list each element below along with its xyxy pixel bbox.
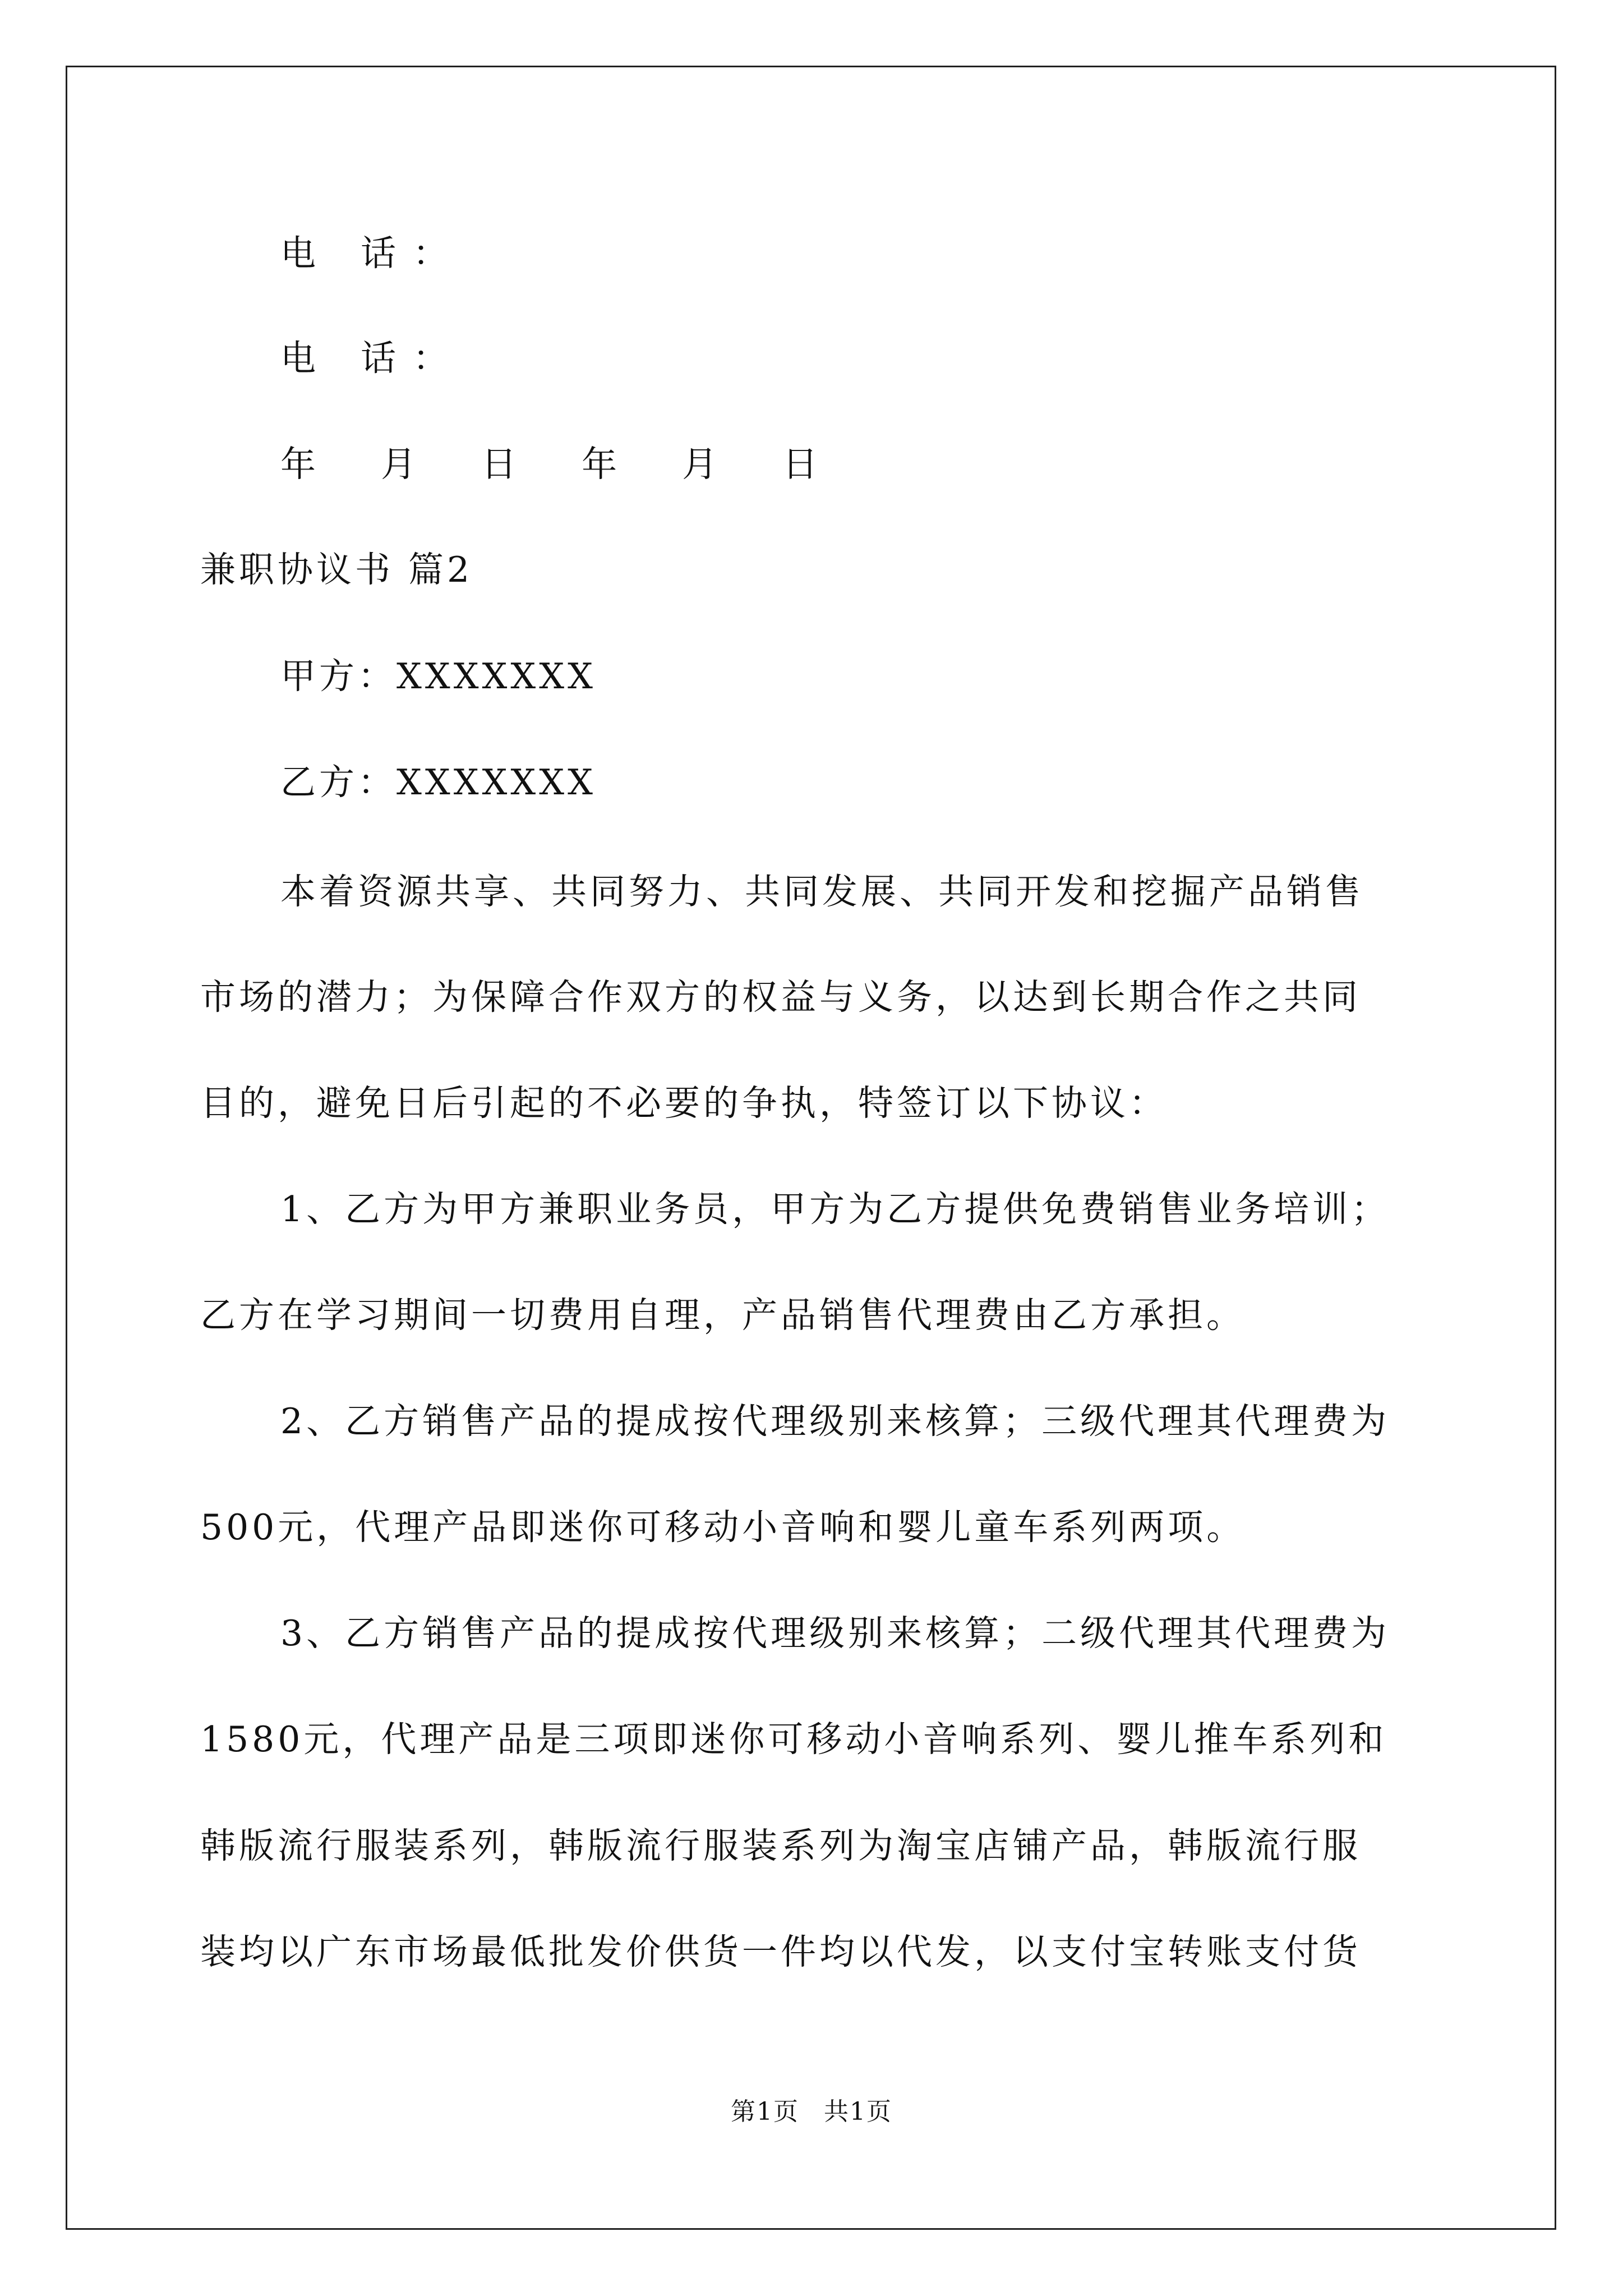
paragraph-line: 1、乙方为甲方兼职业务员，甲方为乙方提供免费销售业务培训； [280,1189,1390,1230]
paragraph-line: 装均以广东市场最低批发价供货一件均以代发，以支付宝转账支付货 [200,1931,1361,1972]
page-total: 共1页 [824,2097,892,2126]
paragraph-line: 2、乙方销售产品的提成按代理级别来核算；三级代理其代理费为 [280,1401,1390,1442]
page-border [66,66,1556,2230]
party-a-line: 甲方：XXXXXXX [280,656,596,697]
date-line: 年 月 日 年 月 日 [280,444,845,485]
paragraph-line: 韩版流行服装系列，韩版流行服装系列为淘宝店铺产品，韩版流行服 [200,1825,1361,1866]
party-b-line: 乙方：XXXXXXX [280,762,596,803]
paragraph-line: 目的，避免日后引起的不必要的争执，特签订以下协议： [200,1083,1168,1124]
paragraph-line: 本着资源共享、共同努力、共同发展、共同开发和挖掘产品销售 [280,871,1364,912]
phone-label-2: 电 话： [280,338,465,379]
section-title: 兼职协议书 篇2 [200,549,473,590]
page-footer [0,2095,1623,2129]
paragraph-line: 乙方在学习期间一切费用自理，产品销售代理费由乙方承担。 [200,1295,1245,1336]
page-number: 第1页 [731,2097,799,2126]
paragraph-line: 500元，代理产品即迷你可移动小音响和婴儿童车系列两项。 [200,1507,1246,1548]
phone-label-1: 电 话： [280,233,465,274]
paragraph-line: 1580元，代理产品是三项即迷你可移动小音响系列、婴儿推车系列和 [200,1719,1387,1760]
paragraph-line: 3、乙方销售产品的提成按代理级别来核算；二级代理其代理费为 [280,1613,1390,1654]
paragraph-line: 市场的潜力；为保障合作双方的权益与义务，以达到长期合作之共同 [200,977,1361,1018]
